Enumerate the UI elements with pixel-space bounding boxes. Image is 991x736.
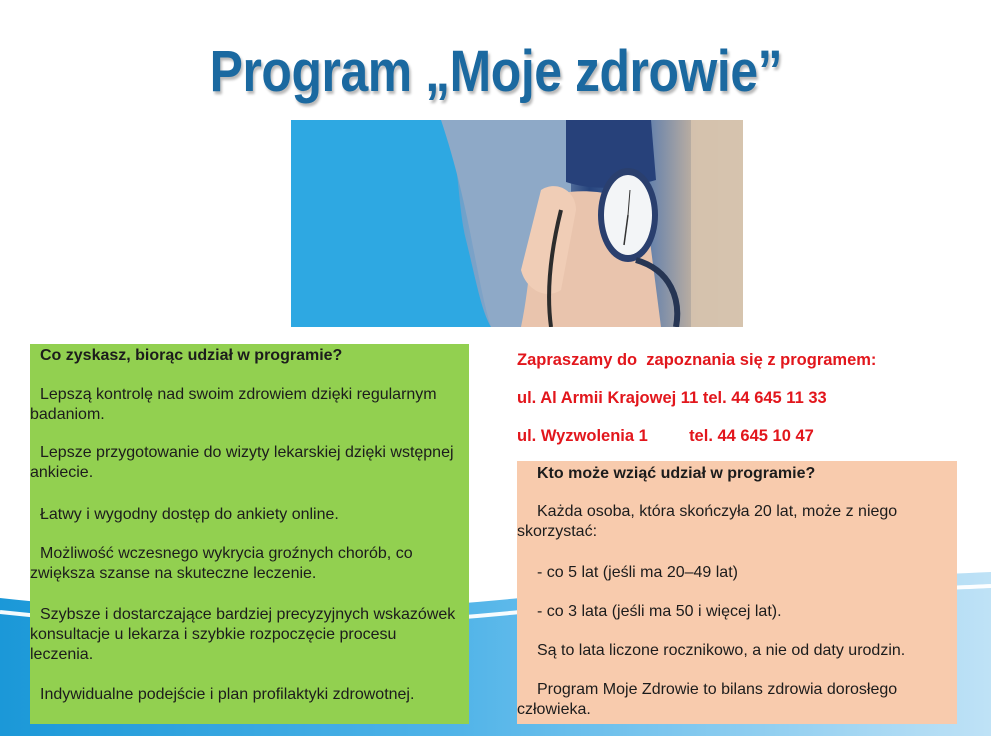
benefit-item: Lepszą kontrolę nad swoim zdrowiem dzięki regularnym badaniom. [30,386,437,423]
page-title [0,38,991,105]
eligibility-item: - co 3 lata (jeśli ma 50 i więcej lat). [537,603,782,620]
eligibility-item: - co 5 lat (jeśli ma 20–49 lat) [537,564,738,581]
benefit-item: Szybsze i dostarczające bardziej precyzyjnych wskazówek konsultacje u lekarza i szybkie rozpoczęcie procesu leczenia. [30,606,456,663]
benefit-item: Lepsze przygotowanie do wizyty lekarskiej dzięki wstępnej ankiecie. [30,444,454,481]
eligibility-item: Są to lata liczone rocznikowo, a nie od daty urodzin. [537,642,906,659]
benefits-panel [30,344,469,724]
eligibility-item: Każda osoba, która skończyła 20 lat, może z niego skorzystać: [517,503,898,540]
page-title-text: Program „Moje zdrowie” [209,39,782,104]
blood-pressure-illustration [291,120,743,327]
benefit-item: Indywidualne podejście i plan profilaktyki zdrowotnej. [40,686,415,703]
contact-invite: Zapraszamy do zapoznania się z programem: [517,351,877,369]
contact-address-2: ul. Wyzwolenia 1 tel. 44 645 10 47 [517,427,814,445]
eligibility-panel [517,461,957,724]
blood-pressure-photo [291,120,743,327]
benefit-item: Możliwość wczesnego wykrycia groźnych chorób, co zwiększa szanse na skuteczne leczenie. [30,545,413,582]
eligibility-item: Program Moje Zdrowie to bilans zdrowia dorosłego człowieka. [517,681,898,718]
eligibility-heading: Kto może wziąć udział w programie? [537,465,816,482]
contact-address-1: ul. Al Armii Krajowej 11 tel. 44 645 11 33 [517,389,827,407]
benefit-item: Łatwy i wygodny dostęp do ankiety online. [40,506,339,523]
benefits-heading: Co zyskasz, biorąc udział w programie? [40,347,343,364]
